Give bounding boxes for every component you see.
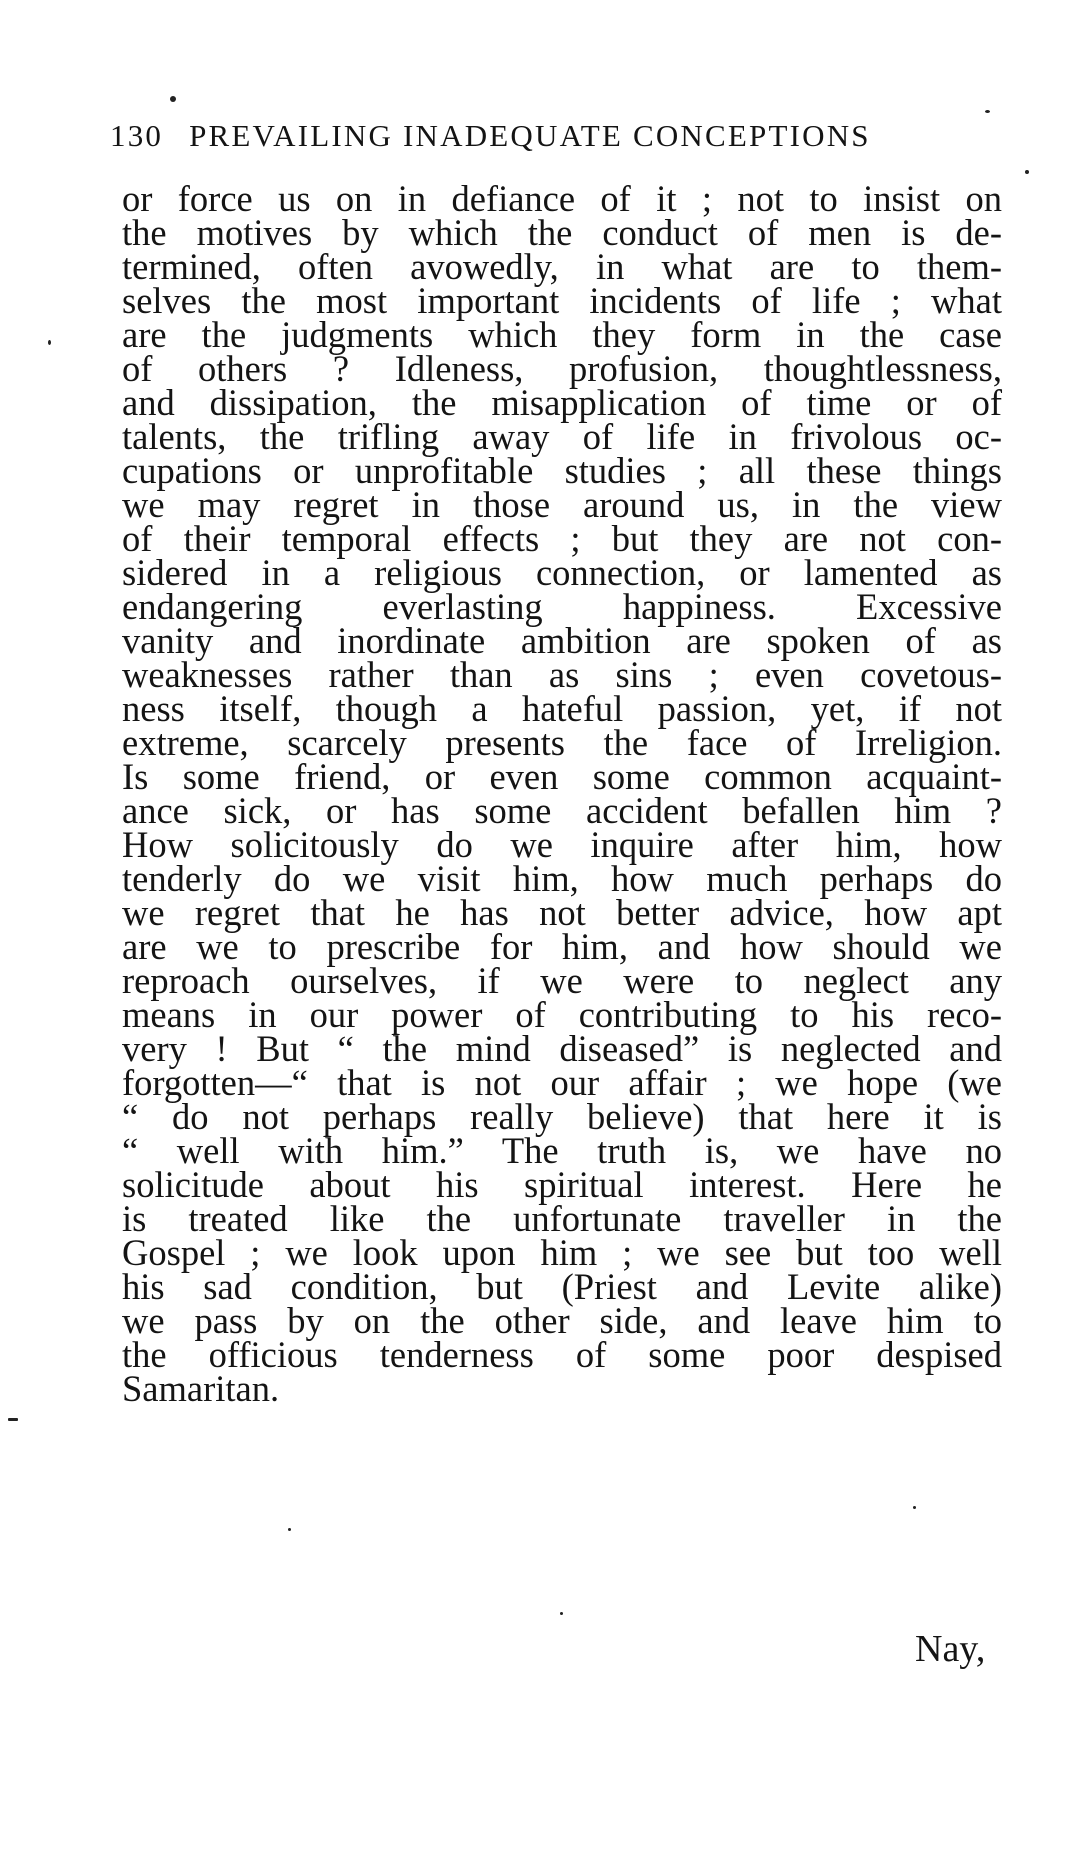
catchword: Nay,: [915, 1628, 986, 1670]
text-line: Samaritan.: [122, 1368, 280, 1409]
page-number: 130: [110, 118, 164, 153]
text-line: Is some friend, or even some common acquaint-: [122, 756, 1002, 797]
text-line: termined, often avowedly, in what are to them-: [122, 246, 1002, 287]
text-line: solicitude about his spiritual interest. Here he: [122, 1164, 1002, 1205]
text-line: and dissipation, the misapplication of time or of: [122, 382, 1002, 423]
text-line: very ! But “ the mind diseased” is neglected and: [122, 1028, 1002, 1069]
scan-speck: [288, 1528, 291, 1531]
text-line: ness itself, though a hateful passion, yet, if not: [122, 688, 1002, 729]
body-text: [122, 178, 1002, 1578]
text-line: we regret that he has not better advice, how apt: [122, 892, 1002, 933]
scan-speck: [560, 1612, 563, 1615]
text-line: of their temporal effects ; but they are not con-: [122, 518, 1002, 559]
text-line: the motives by which the conduct of men is de-: [122, 212, 1002, 253]
text-line: reproach ourselves, if we were to neglect any: [122, 960, 1002, 1001]
text-line: of others ? Idleness, profusion, thoughtlessness,: [122, 348, 1002, 389]
text-line: means in our power of contributing to his reco-: [122, 994, 1002, 1035]
text-line: we pass by on the other side, and leave him to: [122, 1300, 1002, 1341]
text-line: forgotten—“ that is not our affair ; we hope (we: [122, 1062, 1002, 1103]
text-line: talents, the trifling away of life in frivolous oc-: [122, 416, 1002, 457]
scan-speck: [48, 340, 51, 345]
text-line: selves the most important incidents of life ; what: [122, 280, 1002, 321]
text-line: weaknesses rather than as sins ; even covetous-: [122, 654, 1002, 695]
scan-speck: [1025, 170, 1029, 174]
text-line: “ do not perhaps really believe) that here it is: [122, 1096, 1002, 1137]
text-line: cupations or unprofitable studies ; all these things: [122, 450, 1002, 491]
running-head: PREVAILING INADEQUATE CONCEPTIONS: [189, 118, 871, 153]
text-line: How solicitously do we inquire after him, how: [122, 824, 1002, 865]
text-line: ance sick, or has some accident befallen him ?: [122, 790, 1002, 831]
scan-speck: [8, 1418, 18, 1421]
text-line: his sad condition, but (Priest and Levite alike): [122, 1266, 1002, 1307]
text-line: sidered in a religious connection, or lamented as: [122, 552, 1002, 593]
text-line: Gospel ; we look upon him ; we see but too well: [122, 1232, 1002, 1273]
scan-speck: [913, 1506, 916, 1509]
text-line: “ well with him.” The truth is, we have no: [122, 1130, 1002, 1171]
text-line: tenderly do we visit him, how much perhaps do: [122, 858, 1002, 899]
text-line: is treated like the unfortunate traveller in the: [122, 1198, 1002, 1239]
text-line: the officious tenderness of some poor despised: [122, 1334, 1002, 1375]
scan-speck: [985, 110, 990, 113]
text-line: extreme, scarcely presents the face of Irreligion.: [122, 722, 1002, 763]
text-line: or force us on in defiance of it ; not to insist on: [122, 178, 1002, 219]
scan-speck: [170, 96, 176, 102]
text-line: are the judgments which they form in the case: [122, 314, 1002, 355]
text-line: are we to prescribe for him, and how should we: [122, 926, 1002, 967]
text-line: vanity and inordinate ambition are spoken of as: [122, 620, 1002, 661]
text-line: endangering everlasting happiness. Excessive: [122, 586, 1002, 627]
page-header: [110, 118, 1000, 168]
text-line: we may regret in those around us, in the view: [122, 484, 1002, 525]
